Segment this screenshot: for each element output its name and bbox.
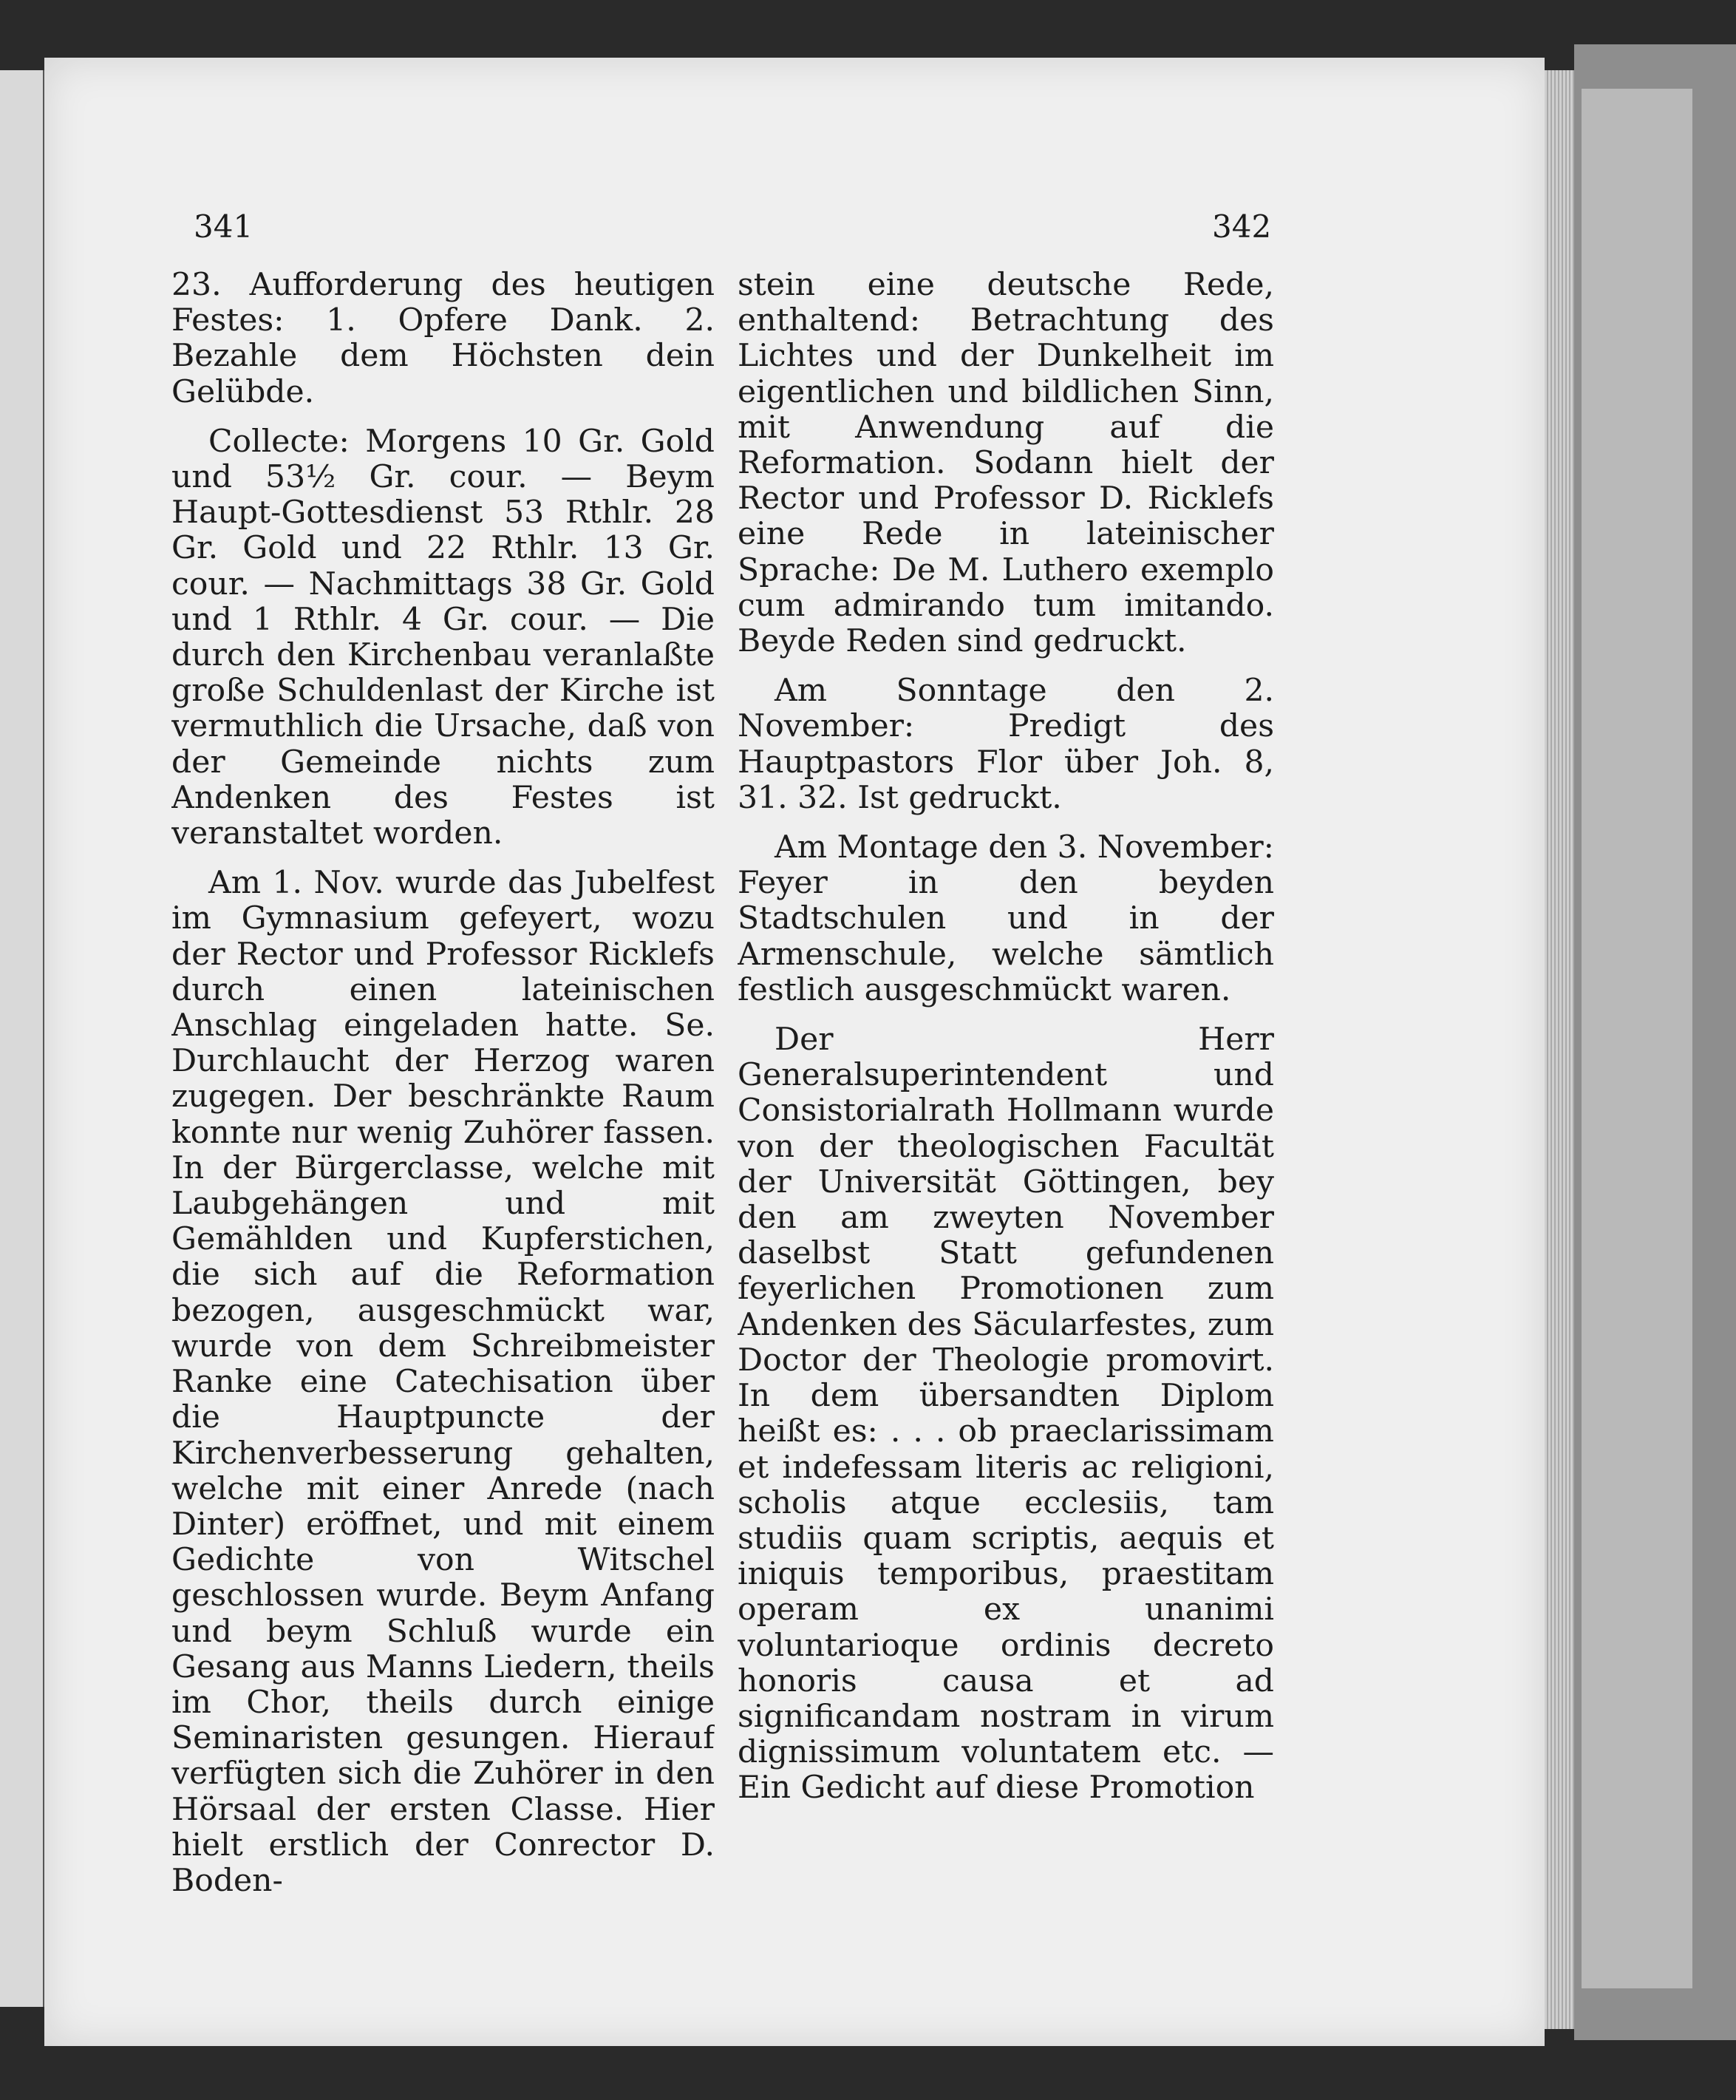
paragraph: Collecte: Morgens 10 Gr. Gold und 53½ Gr. cour. — Beym Haupt-Gottesdienst 53 Rthlr. 28 Gr. Gold und 22 Rthlr. 13 Gr. cour. — Nachmittags 38 Gr. Gold und 1 Rthlr. 4 Gr. cour. — Die durch den Kirchenbau veranlaßte große Schuldenlast der Kirche ist vermuthlich die Ursache, daß von der Gemeinde nichts zum Andenken des Festes ist veranstaltet worden. <box>171 423 715 852</box>
page-number-right: 342 <box>1212 208 1272 245</box>
book-cover-inner <box>1582 89 1692 1988</box>
page-number-left: 341 <box>194 208 253 245</box>
paragraph: stein eine deutsche Rede, enthaltend: Betrachtung des Lichtes und der Dunkelheit im eigentlichen und bildlichen Sinn, mit Anwendung auf die Reformation. Sodann hielt der Rector und Professor D. Ricklefs eine Rede in lateinischer Sprache: De M. Luthero exemplo cum admirando tum imitando. Beyde Reden sind gedruckt. <box>738 268 1274 660</box>
page-stack-edge <box>1545 70 1574 2029</box>
paragraph: Der Herr Generalsuperintendent und Consistorialrath Hollmann wurde von der theologischen Facultät der Universität Göttingen, bey den am zweyten November daselbst Statt gefundenen feyerlichen Promotionen zum Andenken des Säcularfestes, zum Doctor der Theologie promovirt. In dem übersandten Diplom heißt es: . . . ob praeclarissimam et indefessam literis ac religioni, scholis atque ecclesiis, tam studiis quam scriptis, aequis et iniquis temporibus, praestitam operam ex unanimi voluntarioque ordinis decreto honoris causa et ad significandam nostram in virum dignissimum voluntatem etc. — Ein Gedicht auf diese Promotion <box>738 1022 1274 1807</box>
paragraph: Am Sonntage den 2. November: Predigt des Hauptpastors Flor über Joh. 8, 31. 32. Ist gedruckt. <box>738 673 1274 816</box>
left-text-column <box>171 268 715 1953</box>
right-text-column <box>738 268 1274 1953</box>
paragraph: 23. Aufforderung des heutigen Festes: 1. Opfere Dank. 2. Bezahle dem Höchsten dein Gelübde. <box>171 268 715 410</box>
paragraph: Am 1. Nov. wurde das Jubelfest im Gymnasium gefeyert, wozu der Rector und Professor Ricklefs durch einen lateinischen Anschlag eingeladen hatte. Se. Durchlaucht der Herzog waren zugegen. Der beschränkte Raum konnte nur wenig Zuhörer fassen. In der Bürgerclasse, welche mit Laubgehängen und mit Gemählden und Kupferstichen, die sich auf die Reformation bezogen, ausgeschmückt war, wurde von dem Schreibmeister Ranke eine Catechisation über die Hauptpuncte der Kirchenverbesserung gehalten, welche mit einer Anrede (nach Dinter) eröffnet, und mit einem Gedichte von Witschel geschlossen wurde. Beym Anfang und beym Schluß wurde ein Gesang aus Manns Liedern, theils im Chor, theils durch einige Seminaristen gesungen. Hierauf verfügten sich die Zuhörer in den Hörsaal der ersten Classe. Hier hielt erstlich der Conrector D. Boden- <box>171 865 715 1899</box>
left-page-edge <box>0 70 45 2007</box>
paragraph: Am Montage den 3. November: Feyer in den beyden Stadtschulen und in der Armenschule, welche sämtlich festlich ausgeschmückt waren. <box>738 829 1274 1008</box>
